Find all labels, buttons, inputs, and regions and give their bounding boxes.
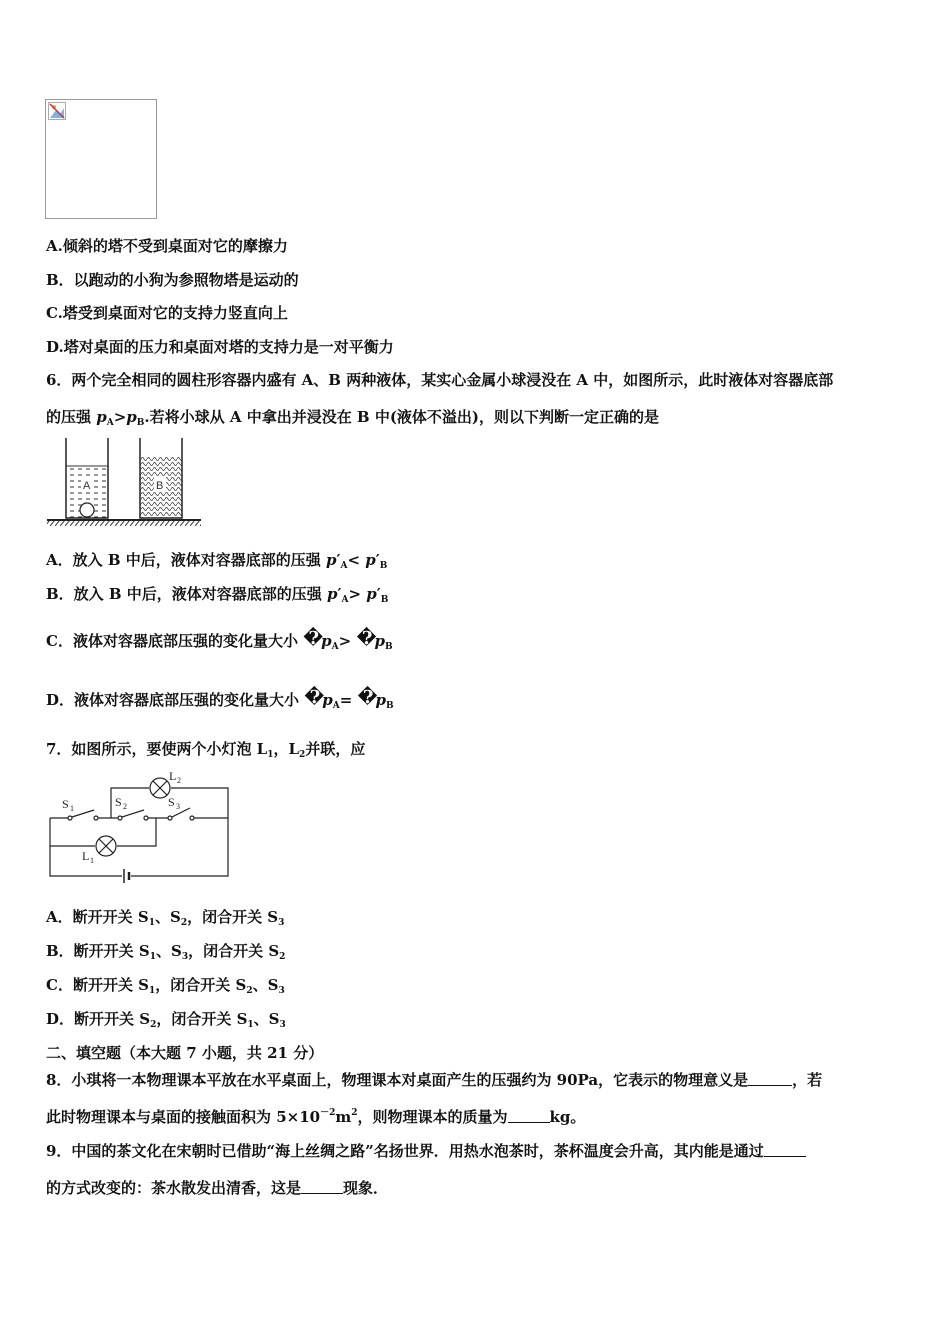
q6-containers-figure [45, 436, 205, 526]
metal-ball [80, 503, 94, 517]
sub: 1 [149, 952, 156, 962]
q9-text: 9．中国的茶文化在宋朝时已借助“海上丝绸之路”名扬世界．用热水泡茶时，茶杯温度会升高，其内能是通过 [46, 1142, 764, 1160]
q6-option-d: D．液体对容器底部压强的变化量大小 � $p_A=$ � $p_B$ [46, 687, 394, 711]
gt-symbol: > [113, 408, 127, 426]
q6-option-a [46, 549, 387, 571]
q6-option-c: C．液体对容器底部压强的变化量大小 � $p_A>$ � $p_B$ [46, 628, 393, 652]
broken-image-icon [48, 102, 66, 120]
sub-1: 1 [267, 750, 274, 760]
sub: 3 [181, 952, 189, 962]
sub: 1 [148, 918, 155, 928]
sub-b: B [386, 701, 394, 711]
prime-symbol: ′ [376, 585, 381, 603]
sub-a: A [332, 701, 340, 711]
q5-option-c: C.塔受到桌面对它的支持力竖直向上 [46, 304, 288, 322]
q7-text: 、S [156, 942, 182, 960]
container-a-label: A [83, 480, 91, 492]
q7-option-a [46, 906, 284, 928]
label-l1: L [82, 849, 90, 863]
q8-line2 [46, 1105, 585, 1127]
q6-option-b-text: B．放入 B 中后，液体对容器底部的压强 [46, 585, 328, 603]
sub-a: A [340, 561, 348, 571]
q8-text: 8．小琪将一本物理课本平放在水平桌面上，物理课本对桌面产生的压强约为 90Pa，它表示的物理意义是 [46, 1071, 749, 1089]
label-s3: S [168, 795, 175, 809]
q7-text: B．断开开关 S [46, 942, 150, 960]
section-heading: 二、填空题（本大题 7 小题，共 21 分） [46, 1044, 324, 1062]
q5-option-d: D.塔对桌面的压力和桌面对塔的支持力是一对平衡力 [46, 338, 394, 356]
q8-line1 [46, 1069, 822, 1090]
q7-text: D．断开开关 S [46, 1010, 151, 1028]
q6-option-b [46, 583, 388, 605]
q5-option-b: B．以跑动的小狗为参照物塔是运动的 [46, 271, 299, 289]
q7-circuit-figure [40, 768, 240, 886]
q9-text: 的方式改变的：茶水散发出清香，这是 [46, 1179, 302, 1197]
eq-symbol: = [339, 691, 353, 709]
sub-b: B [380, 595, 389, 605]
sub-b: B [384, 642, 393, 652]
q9-line1 [46, 1140, 806, 1161]
q8-text: ，若 [792, 1071, 823, 1089]
q6-option-c-text: C．液体对容器底部压强的变化量大小 [46, 632, 304, 650]
q7-option-d [46, 1008, 286, 1030]
sub: 3 [279, 1020, 286, 1030]
prime-symbol: ′ [337, 585, 342, 603]
broken-image-placeholder [45, 99, 157, 219]
q5-option-a: A.倾斜的塔不受到桌面对它的摩擦力 [46, 237, 288, 255]
sub: 2 [246, 986, 253, 996]
sub-a: A [341, 595, 349, 605]
q9-text: 现象． [343, 1179, 389, 1197]
answer-blank[interactable] [748, 1073, 792, 1086]
q7-text: 、S [154, 908, 181, 926]
sub: 2 [279, 952, 286, 962]
p-symbol: p [321, 632, 332, 650]
q6-option-d-text: D．液体对容器底部压强的变化量大小 [46, 691, 305, 709]
p-symbol: p [326, 551, 337, 569]
q8-text: 此时物理课本与桌面的接触面积为 5×10 [46, 1108, 321, 1126]
p-symbol: p [374, 632, 385, 650]
label-s2: S [115, 795, 122, 809]
sub: 1 [247, 1020, 254, 1030]
answer-blank[interactable] [764, 1144, 806, 1157]
gt-symbol: > [348, 585, 362, 603]
sub-a: A [331, 642, 339, 652]
q7-text: 7．如图所示，要使两个小灯泡 L [46, 740, 268, 758]
label-s2-sub: 2 [123, 802, 127, 811]
q6-text: 的压强 [46, 408, 97, 426]
q7-text: ，闭合开关 S [188, 942, 280, 960]
sub-b: B [379, 561, 388, 571]
q9-line2 [46, 1177, 388, 1198]
q7-text: ，闭合开关 S [155, 976, 247, 994]
q6-option-a-text: A．放入 B 中后，液体对容器底部的压强 [46, 551, 326, 569]
sub: 2 [150, 1020, 157, 1030]
p-symbol: p [375, 691, 387, 709]
exponent: －2 [320, 1108, 336, 1118]
sub: 2 [180, 918, 188, 928]
p-symbol: p [366, 585, 377, 603]
p-symbol: p [327, 585, 338, 603]
exponent: 2 [351, 1108, 358, 1118]
q7-option-b [46, 940, 285, 962]
p-symbol: p [96, 408, 107, 426]
label-s3-sub: 3 [176, 802, 180, 811]
q7-text: A．断开开关 S [46, 908, 149, 926]
label-s1: S [62, 797, 69, 811]
q6-stem-line1: 6．两个完全相同的圆柱形容器内盛有 A、B 两种液体，某实心金属小球浸没在 A 中，如图所示，此时液体对容器底部 [46, 371, 834, 389]
container-b-label: B [156, 480, 164, 492]
prime-symbol: ′ [336, 551, 341, 569]
label-l2: L [169, 769, 177, 783]
unit: m [335, 1108, 352, 1126]
gt-symbol: > [338, 632, 352, 650]
q7-text: ，闭合开关 S [187, 908, 279, 926]
p-symbol: p [126, 408, 137, 426]
sub-2: 2 [299, 750, 306, 760]
q7-text: ，L [273, 740, 300, 758]
p-symbol: p [365, 551, 376, 569]
q7-text: ，闭合开关 S [156, 1010, 248, 1028]
q7-stem [46, 738, 365, 760]
sub-a: A [106, 418, 114, 428]
q8-text: kg。 [549, 1108, 586, 1126]
q7-text: 、S [253, 1010, 280, 1028]
p-symbol: p [322, 691, 333, 709]
q7-option-c [46, 974, 285, 996]
q8-text: ，则物理课本的质量为 [357, 1108, 508, 1126]
answer-blank[interactable] [508, 1110, 550, 1123]
lt-symbol: < [347, 551, 361, 569]
answer-blank[interactable] [301, 1181, 343, 1194]
label-l1-sub: 1 [90, 856, 94, 865]
q7-text: 并联，应 [305, 740, 366, 758]
sub-b: B [136, 418, 145, 428]
sub: 3 [278, 986, 285, 996]
label-s1-sub: 1 [70, 804, 74, 813]
prime-symbol: ′ [375, 551, 380, 569]
q7-text: C．断开开关 S [46, 976, 149, 994]
sub: 3 [278, 918, 285, 928]
q6-stem-line2 [46, 406, 659, 428]
sub: 1 [149, 986, 156, 996]
label-l2-sub: 2 [177, 776, 181, 785]
q6-text: .若将小球从 A 中拿出并浸没在 B 中(液体不溢出)，则以下判断一定正确的是 [144, 408, 660, 426]
q7-text: 、S [252, 976, 279, 994]
